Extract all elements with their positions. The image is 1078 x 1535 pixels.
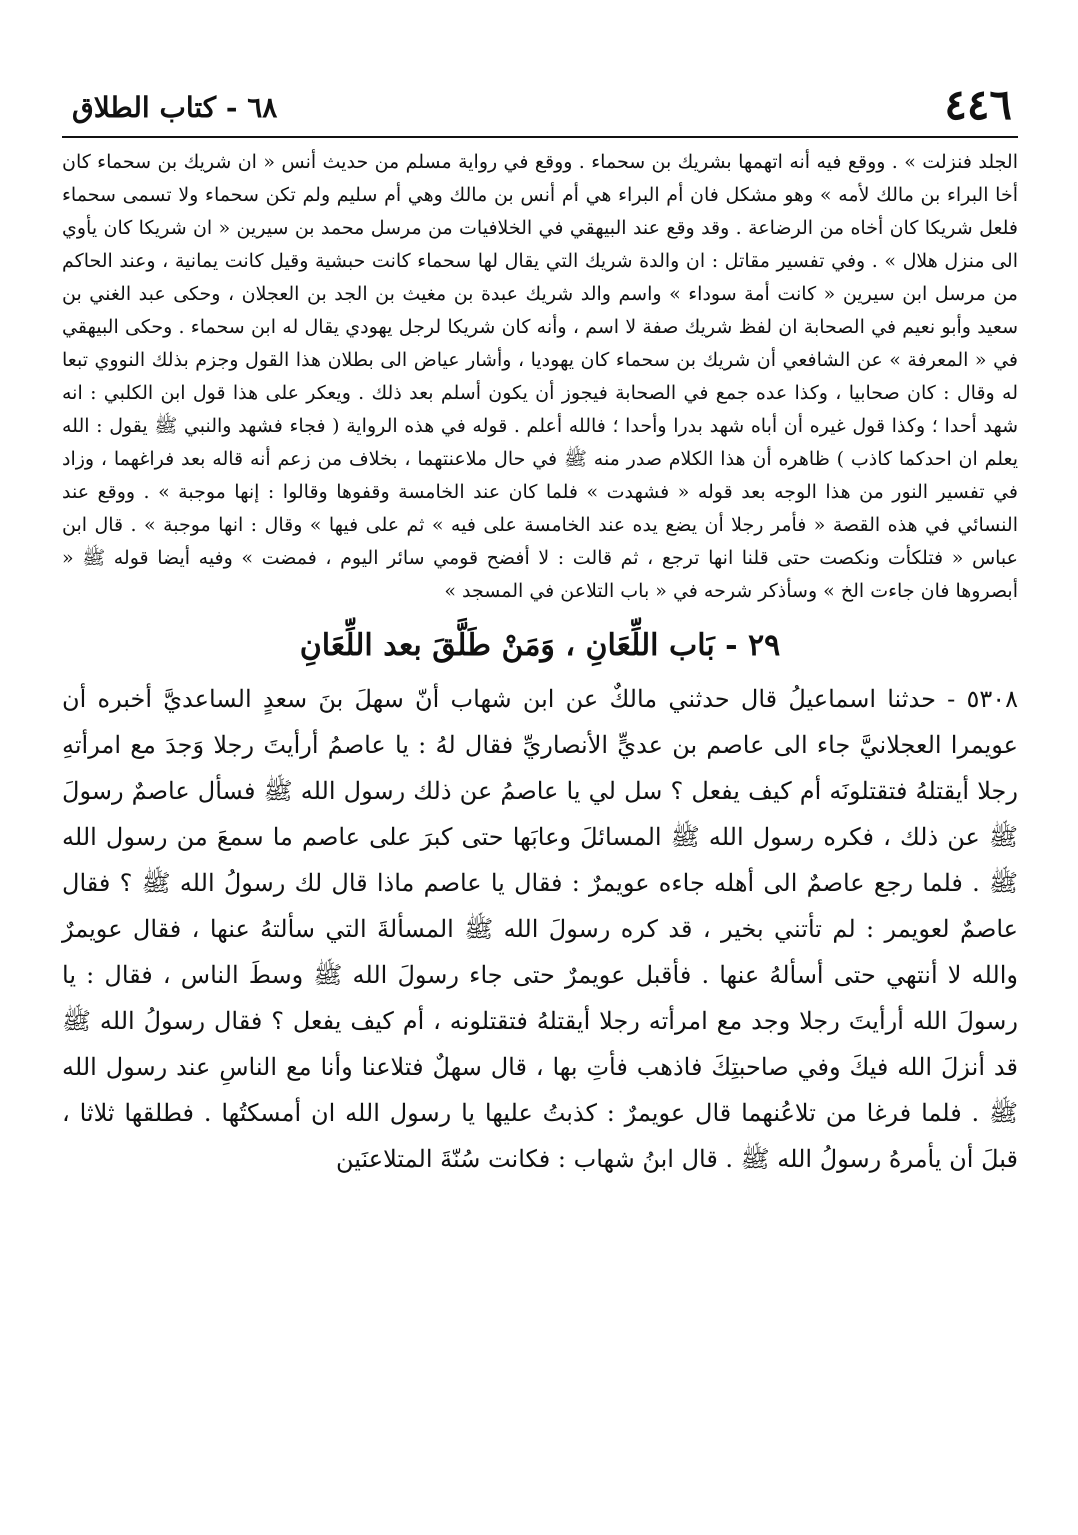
book-page bbox=[62, 78, 1018, 1182]
page-number: ٤٤٦ bbox=[944, 80, 1012, 129]
running-title: ٦٨ - كتاب الطلاق bbox=[72, 91, 278, 124]
commentary-text-block bbox=[62, 146, 1018, 608]
commentary-paragraph: الجلد فنزلت » . ووقع فيه أنه اتهمها بشريك بن سحماء . ووقع في رواية مسلم من حديث أنس « ان شريك بن سحماء كان أخا البراء بن مالك لأمه » وهو مشكل فان أم البراء هي أم أنس بن مالك وهي أم سليم ولم تكن سحماء ولا تسمى سحماء فلعل شريكا كان أخاه من الرضاعة . وقد وقع عند البيهقي في الخلافيات من مرسل محمد بن سيرين « ان شريكا كان يأوي الى منزل هلال » . وفي تفسير مقاتل : ان والدة شريك التي يقال لها سحماء كانت حبشية وقيل كانت يمانية ، وعند الحاكم من مرسل ابن سيرين « كانت أمة سوداء » واسم والد شريك عبدة بن مغيث بن الجد بن العجلان ، وحكى عبد الغني بن سعيد وأبو نعيم في الصحابة ان لفظ شريك صفة لا اسم ، وأنه كان شريكا لرجل يهودي يقال له ابن سحماء . وحكى البيهقي في « المعرفة » عن الشافعي أن شريك بن سحماء كان يهوديا ، وأشار عياض الى بطلان هذا القول وجزم بذلك النووي تبعا له وقال : كان صحابيا ، وكذا عده جمع في الصحابة فيجوز أن يكون أسلم بعد ذلك . ويعكر على هذا قول ابن الكلبي : انه شهد أحدا ؛ وكذا قول غيره أن أباه شهد بدرا وأحدا ؛ فالله أعلم . قوله في هذه الرواية ( فجاء فشهد والنبي ﷺ يقول : الله يعلم ان احدكما كاذب ) ظاهره أن هذا الكلام صدر منه ﷺ في حال ملاعنتهما ، بخلاف من زعم أنه قاله بعد فراغهما ، وزاد في تفسير النور من هذا الوجه بعد قوله « فشهدت » فلما كان عند الخامسة وقفوها وقالوا : إنها موجبة » . ووقع عند النسائي في هذه القصة « فأمر رجلا أن يضع يده عند الخامسة على فيه » ثم على فيها » وقال : انها موجبة » . قال ابن عباس « فتلكأت ونكصت حتى قلنا انها ترجع ، ثم قالت : لا أفضح قومي سائر اليوم ، فمضت » وفيه أيضا قوله ﷺ « أبصروها فان جاءت الخ » وسأذكر شرحه في « باب التلاعن في المسجد » bbox=[62, 151, 1018, 602]
hadith-paragraph: ٥٣٠٨ - حدثنا اسماعيلُ قال حدثني مالكٌ عن ابن شهاب أنّ سهلَ بنَ سعدٍ الساعديَّ أخبره أن عويمرا العجلانيَّ جاء الى عاصم بن عديٍّ الأنصاريِّ فقال لهُ : يا عاصمُ أرأيتَ رجلا وَجدَ مع امرأتهِ رجلا أيقتلهُ فتقتلونَه أم كيف يفعل ؟ سل لي يا عاصمُ عن ذلك رسول الله ﷺ فسأل عاصمٌ رسولَ ﷺ عن ذلك ، فكره رسول الله ﷺ المسائلَ وعابَها حتى كبرَ على عاصم ما سمعَ من رسول الله ﷺ . فلما رجع عاصمٌ الى أهله جاءه عويمرٌ : فقال يا عاصم ماذا قال لك رسولُ الله ﷺ ؟ فقال عاصمٌ لعويمر : لم تأتني بخير ، قد كره رسولَ الله ﷺ المسألةَ التي سألتهُ عنها ، فقال عويمرٌ والله لا أنتهي حتى أسألهُ عنها . فأقبل عويمرٌ حتى جاء رسولَ الله ﷺ وسطَ الناس ، فقال : يا رسولَ الله أرأيتَ رجلا وجد مع امرأته رجلا أيقتلهُ فتقتلونه ، أم كيف يفعل ؟ فقال رسولُ الله ﷺ قد أنزلَ الله فيكَ وفي صاحبتِكَ فاذهب فأتِ بها ، قال سهلٌ فتلاعنا وأنا مع الناسِ عند رسول الله ﷺ . فلما فرغا من تلاعُنهما قال عويمرٌ : كذبتُ عليها يا رسول الله ان أمسكتُها . فطلقها ثلاثا ، قبلَ أن يأمرهُ رسولُ الله ﷺ . قال ابنُ شهاب : فكانت سُنّةَ المتلاعنَين bbox=[62, 685, 1018, 1173]
page-header bbox=[62, 78, 1018, 138]
hadith-text-block bbox=[62, 676, 1018, 1182]
chapter-heading: ٢٩ - بَاب اللِّعَانِ ، وَمَنْ طَلَّقَ بعد اللِّعَانِ bbox=[299, 628, 781, 663]
